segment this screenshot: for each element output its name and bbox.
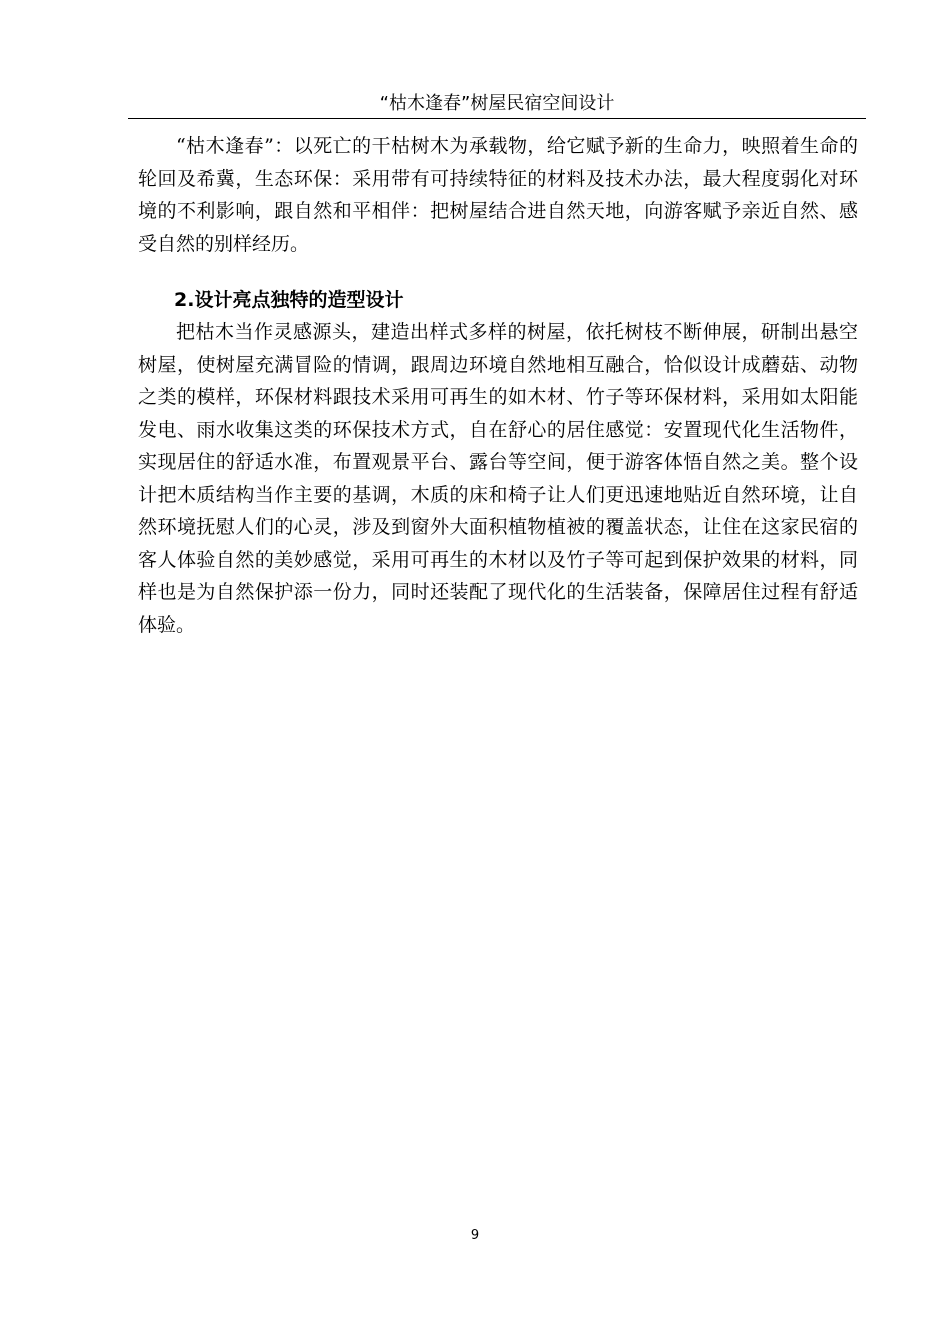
page-header-title: “枯木逢春”树屋民宿空间设计 (379, 93, 615, 114)
paragraph-intro (138, 130, 858, 260)
paragraph-text: “枯木逢春”：以死亡的干枯树木为承载物，给它赋予新的生命力，映照着生命的轮回及希冀，生态环保：采用带有可持续特征的材料及技术办法，最大程度弱化对环境的不利影响，跟自然和平相伴：把树屋结合进自然天地，向游客赋予亲近自然、感受自然的别样经历。 (138, 135, 858, 255)
paragraph-text: 把枯木当作灵感源头，建造出样式多样的树屋，依托树枝不断伸展，研制出悬空树屋，使树屋充满冒险的情调，跟周边环境自然地相互融合，恰似设计成蘑菇、动物之类的模样，环保材料跟技术采用可再生的如木材、竹子等环保材料，采用如太阳能发电、雨水收集这类的环保技术方式，自在舒心的居住感觉：安置现代化生活物件，实现居住的舒适水准，布置观景平台、露台等空间，便于游客体悟自然之美。整个设计把木质结构当作主要的基调，木质的床和椅子让人们更迅速地贴近自然环境，让自然环境抚慰人们的心灵，涉及到窗外大面积植物植被的覆盖状态，让住在这家民宿的客人体验自然的美妙感觉，采用可再生的木材以及竹子等可起到保护效果的材料，同样也是为自然保护添一份力，同时还装配了现代化的生活装备，保障居住过程有舒适体验。 (138, 321, 858, 636)
page-number: 9 (470, 1228, 480, 1243)
header-divider (128, 118, 866, 119)
section-heading: 2.设计亮点独特的造型设计 (174, 289, 404, 311)
paragraph-design (138, 316, 858, 641)
